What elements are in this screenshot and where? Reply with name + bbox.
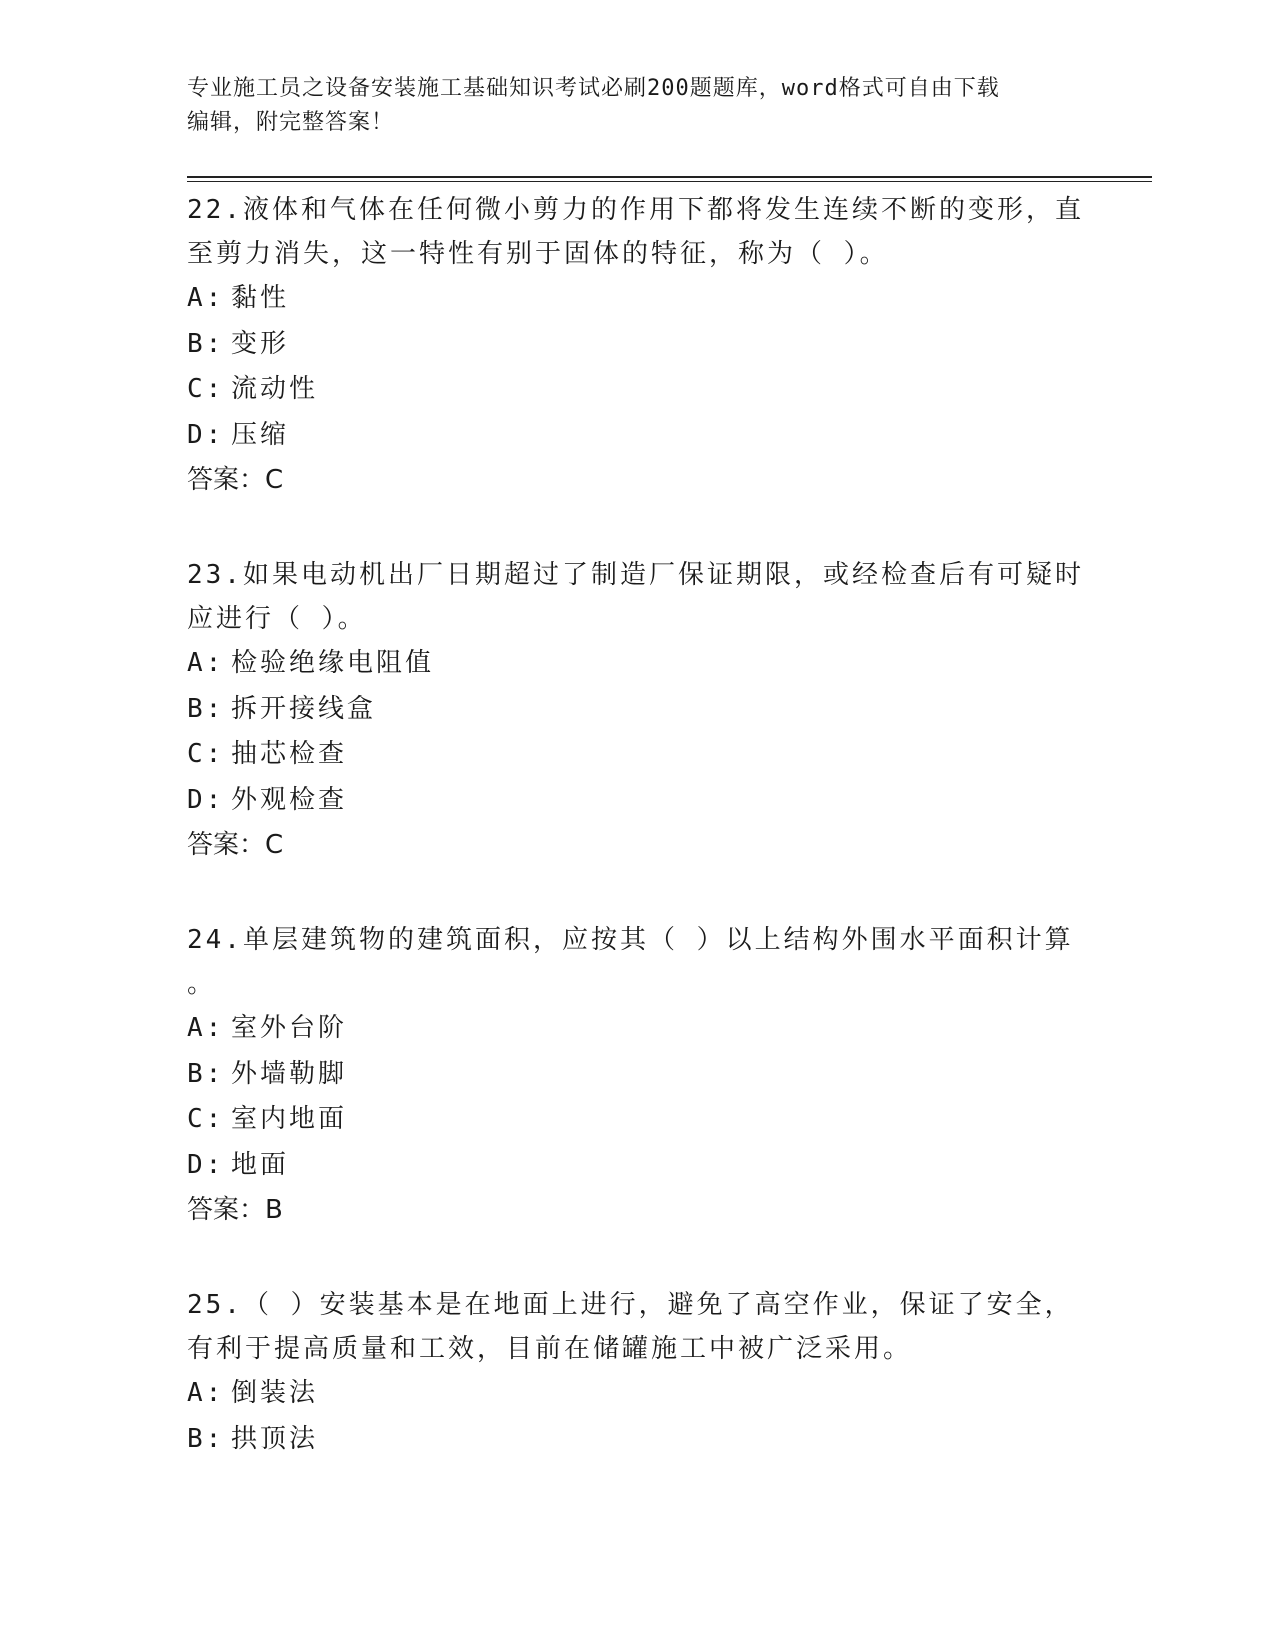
option-d bbox=[187, 413, 1087, 459]
option-letter: A: bbox=[187, 283, 225, 313]
question-23 bbox=[187, 553, 1087, 869]
question-stem-line-2: 有利于提高质量和工效，目前在储罐施工中被广泛采用。 bbox=[187, 1334, 913, 1364]
option-text: 流动性 bbox=[231, 374, 319, 404]
option-letter: B: bbox=[187, 693, 225, 724]
option-text: 外墙勒脚 bbox=[231, 1058, 348, 1089]
option-a bbox=[187, 1371, 1087, 1417]
question-stem-line-1: 24.单层建筑物的建筑面积，应按其（ ）以上结构外围水平面积计算 bbox=[187, 925, 1074, 955]
question-24 bbox=[187, 918, 1087, 1234]
option-text: 黏性 bbox=[231, 283, 290, 313]
option-a bbox=[187, 641, 1087, 687]
option-text: 外观检查 bbox=[231, 784, 348, 815]
question-22 bbox=[187, 188, 1087, 504]
question-stem-line-2: 至剪力消失，这一特性有别于固体的特征，称为（ ）。 bbox=[187, 239, 889, 269]
answer-text: 答案：C bbox=[187, 830, 284, 860]
option-a bbox=[187, 276, 1087, 322]
option-text: 检验绝缘电阻值 bbox=[231, 648, 435, 678]
answer-text: 答案：C bbox=[187, 465, 284, 495]
option-b bbox=[187, 1052, 1087, 1098]
option-letter: B: bbox=[187, 1058, 225, 1089]
option-letter: A: bbox=[187, 1013, 225, 1043]
option-a bbox=[187, 1006, 1087, 1052]
option-text: 地面 bbox=[231, 1149, 290, 1180]
option-letter: D: bbox=[187, 784, 225, 815]
option-letter: C: bbox=[187, 739, 225, 769]
header-title-line-2: 编辑，附完整答案！ bbox=[187, 110, 395, 135]
option-b bbox=[187, 1417, 1087, 1463]
option-letter: D: bbox=[187, 1149, 225, 1180]
option-c bbox=[187, 367, 1087, 413]
question-stem-line-2: 。 bbox=[187, 969, 217, 999]
option-text: 抽芯检查 bbox=[231, 739, 348, 769]
header-divider-thick bbox=[187, 176, 1152, 178]
option-text: 拆开接线盒 bbox=[231, 693, 377, 724]
option-letter: B: bbox=[187, 328, 225, 359]
option-letter: C: bbox=[187, 374, 225, 404]
option-letter: B: bbox=[187, 1423, 225, 1454]
question-25 bbox=[187, 1283, 1087, 1462]
option-text: 变形 bbox=[231, 328, 290, 359]
option-letter: C: bbox=[187, 1104, 225, 1134]
document-header bbox=[187, 72, 1087, 140]
option-text: 室内地面 bbox=[231, 1104, 348, 1134]
option-letter: D: bbox=[187, 419, 225, 450]
option-c bbox=[187, 1097, 1087, 1143]
option-text: 室外台阶 bbox=[231, 1013, 348, 1043]
question-stem-line-2: 应进行（ ）。 bbox=[187, 604, 367, 634]
option-b bbox=[187, 687, 1087, 733]
option-text: 压缩 bbox=[231, 419, 290, 450]
option-text: 拱顶法 bbox=[231, 1423, 319, 1454]
question-stem-line-1: 22.液体和气体在任何微小剪力的作用下都将发生连续不断的变形，直 bbox=[187, 195, 1084, 225]
option-letter: A: bbox=[187, 1378, 225, 1408]
option-text: 倒装法 bbox=[231, 1378, 319, 1408]
header-divider-thin bbox=[187, 181, 1152, 182]
header-title-line-1: 专业施工员之设备安装施工基础知识考试必刷200题题库，word格式可自由下载 bbox=[187, 76, 1000, 101]
option-d bbox=[187, 778, 1087, 824]
question-stem-line-1: 23.如果电动机出厂日期超过了制造厂保证期限，或经检查后有可疑时 bbox=[187, 560, 1084, 590]
option-d bbox=[187, 1143, 1087, 1189]
option-letter: A: bbox=[187, 648, 225, 678]
answer-text: 答案：B bbox=[187, 1195, 283, 1225]
option-b bbox=[187, 322, 1087, 368]
option-c bbox=[187, 732, 1087, 778]
question-stem-line-1: 25.（ ）安装基本是在地面上进行，避免了高空作业，保证了安全， bbox=[187, 1290, 1074, 1320]
